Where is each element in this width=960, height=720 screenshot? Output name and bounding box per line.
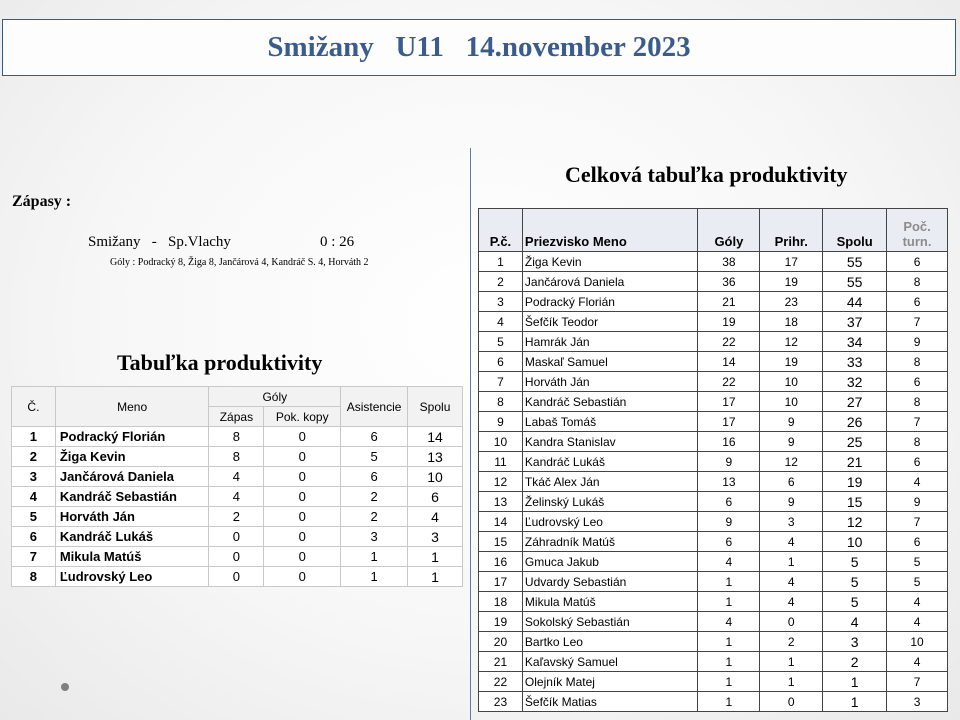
cell-spolu: 5 [823,552,887,572]
cell-name: Kaľavský Samuel [522,652,698,672]
table-row [479,672,948,692]
cell-goly: 1 [698,572,760,592]
table-row [479,532,948,552]
table-row [479,272,948,292]
cell-spolu: 55 [823,252,887,272]
cell-name: Udvardy Sebastián [522,572,698,592]
header-spolu: Spolu [823,209,887,252]
cell-spolu: 21 [823,452,887,472]
cell-rank: 1 [479,252,523,272]
table-row [479,372,948,392]
title-box [2,19,956,76]
table-row [12,547,463,567]
table-row [12,447,463,467]
cell-spolu: 32 [823,372,887,392]
cell-poc-turn: 10 [887,632,948,652]
cell-poc-turn: 8 [887,392,948,412]
cell-spolu: 34 [823,332,887,352]
table-row [479,592,948,612]
cell-prihr: 19 [760,352,823,372]
cell-poc-turn: 6 [887,252,948,272]
cell-poc-turn: 5 [887,552,948,572]
cell-prihr: 6 [760,472,823,492]
cell-poc-turn: 8 [887,272,948,292]
header-asistencie: Asistencie [341,387,408,427]
cell-poc-turn: 6 [887,452,948,472]
cell-goly: 14 [698,352,760,372]
cell-prihr: 19 [760,272,823,292]
table-row [479,452,948,472]
cell-name: Ľudrovský Leo [522,512,698,532]
cell-rank: 4 [12,487,56,507]
cell-pok-kopy: 0 [264,487,341,507]
productivity-table [11,386,463,587]
cell-name: Mikula Matúš [55,547,209,567]
table-row [12,507,463,527]
cell-poc-turn: 8 [887,432,948,452]
cell-poc-turn: 4 [887,592,948,612]
cell-goly: 22 [698,332,760,352]
cell-spolu: 55 [823,272,887,292]
cell-goly: 36 [698,272,760,292]
table-row [12,527,463,547]
cell-asistencie: 3 [341,527,408,547]
page-title: Smižany U11 14.november 2023 [267,31,691,63]
cell-zapas: 8 [209,447,264,467]
total-table-title: Celková tabuľka produktivity [565,162,848,187]
cell-prihr: 12 [760,332,823,352]
cell-goly: 1 [698,692,760,712]
cell-rank: 5 [12,507,56,527]
cell-rank: 8 [12,567,56,587]
cell-goly: 4 [698,612,760,632]
cell-prihr: 18 [760,312,823,332]
cell-rank: 2 [479,272,523,292]
cell-pok-kopy: 0 [264,447,341,467]
cell-prihr: 0 [760,692,823,712]
table-row [12,427,463,447]
header-pc: P.č. [479,209,523,252]
header-meno: Meno [55,387,209,427]
match-score: 0 : 26 [320,234,355,250]
cell-asistencie: 2 [341,507,408,527]
header-c: Č. [12,387,56,427]
cell-rank: 21 [479,652,523,672]
cell-goly: 21 [698,292,760,312]
table-row [479,692,948,712]
cell-spolu: 3 [823,632,887,652]
cell-poc-turn: 7 [887,672,948,692]
cell-zapas: 0 [209,527,264,547]
cell-zapas: 0 [209,567,264,587]
cell-goly: 38 [698,252,760,272]
cell-poc-turn: 9 [887,492,948,512]
cell-goly: 19 [698,312,760,332]
cell-poc-turn: 7 [887,312,948,332]
cell-goly: 9 [698,452,760,472]
cell-spolu: 12 [823,512,887,532]
cell-prihr: 12 [760,452,823,472]
cell-name: Labaš Tomáš [522,412,698,432]
cell-rank: 14 [479,512,523,532]
cell-goly: 9 [698,512,760,532]
cell-rank: 19 [479,612,523,632]
cell-spolu: 26 [823,412,887,432]
cell-rank: 20 [479,632,523,652]
cell-poc-turn: 8 [887,352,948,372]
cell-spolu: 4 [408,507,463,527]
cell-poc-turn: 4 [887,652,948,672]
cell-spolu: 33 [823,352,887,372]
cell-goly: 17 [698,392,760,412]
cell-goly: 6 [698,492,760,512]
table-row [12,487,463,507]
cell-spolu: 10 [823,532,887,552]
cell-rank: 6 [12,527,56,547]
cell-prihr: 1 [760,672,823,692]
match-goals: Góly : Podracký 8, Žiga 8, Jančárová 4, Kandráč S. 4, Horváth 2 [110,257,369,268]
cell-goly: 4 [698,552,760,572]
cell-rank: 11 [479,452,523,472]
cell-poc-turn: 9 [887,332,948,352]
cell-prihr: 4 [760,592,823,612]
cell-name: Sokolský Sebastián [522,612,698,632]
cell-rank: 18 [479,592,523,612]
header-prihr: Prihr. [760,209,823,252]
cell-rank: 4 [479,312,523,332]
table-row [479,312,948,332]
bullet-dot [61,683,69,691]
cell-prihr: 1 [760,552,823,572]
cell-pok-kopy: 0 [264,527,341,547]
table-row [479,252,948,272]
table-row [479,352,948,372]
cell-asistencie: 5 [341,447,408,467]
header-spolu: Spolu [408,387,463,427]
cell-spolu: 44 [823,292,887,312]
table-row [479,612,948,632]
cell-asistencie: 6 [341,467,408,487]
cell-prihr: 9 [760,412,823,432]
cell-name: Jančárová Daniela [55,467,209,487]
cell-name: Kandráč Lukáš [55,527,209,547]
cell-zapas: 4 [209,467,264,487]
cell-spolu: 3 [408,527,463,547]
cell-rank: 9 [479,412,523,432]
cell-spolu: 25 [823,432,887,452]
cell-name: Kandráč Sebastián [522,392,698,412]
cell-spolu: 5 [823,572,887,592]
table-row [479,512,948,532]
cell-rank: 12 [479,472,523,492]
cell-goly: 1 [698,632,760,652]
cell-rank: 7 [12,547,56,567]
cell-rank: 10 [479,432,523,452]
cell-rank: 1 [12,427,56,447]
cell-prihr: 9 [760,432,823,452]
zapasy-label: Zápasy : [12,193,72,210]
cell-poc-turn: 5 [887,572,948,592]
cell-spolu: 37 [823,312,887,332]
cell-name: Bartko Leo [522,632,698,652]
cell-spolu: 1 [823,692,887,712]
cell-poc-turn: 7 [887,512,948,532]
header-pok-kopy: Pok. kopy [264,407,341,427]
cell-poc-turn: 6 [887,532,948,552]
cell-rank: 16 [479,552,523,572]
cell-goly: 22 [698,372,760,392]
cell-poc-turn: 3 [887,692,948,712]
cell-spolu: 10 [408,467,463,487]
cell-name: Šefčík Teodor [522,312,698,332]
cell-spolu: 6 [408,487,463,507]
cell-spolu: 15 [823,492,887,512]
cell-prihr: 10 [760,392,823,412]
vertical-divider [470,148,471,720]
cell-rank: 3 [479,292,523,312]
cell-rank: 6 [479,352,523,372]
cell-goly: 1 [698,592,760,612]
cell-prihr: 0 [760,612,823,632]
table-row [479,492,948,512]
cell-spolu: 27 [823,392,887,412]
cell-pok-kopy: 0 [264,547,341,567]
cell-prihr: 1 [760,652,823,672]
cell-name: Podracký Florián [55,427,209,447]
cell-poc-turn: 6 [887,372,948,392]
cell-spolu: 5 [823,592,887,612]
cell-prihr: 23 [760,292,823,312]
cell-name: Šefčík Matias [522,692,698,712]
cell-name: Horváth Ján [55,507,209,527]
cell-name: Žiga Kevin [522,252,698,272]
cell-name: Hamrák Ján [522,332,698,352]
cell-rank: 2 [12,447,56,467]
cell-rank: 3 [12,467,56,487]
cell-name: Žiga Kevin [55,447,209,467]
cell-zapas: 0 [209,547,264,567]
cell-spolu: 2 [823,652,887,672]
cell-spolu: 1 [408,547,463,567]
cell-zapas: 4 [209,487,264,507]
cell-name: Záhradník Matúš [522,532,698,552]
cell-rank: 5 [479,332,523,352]
table-row [479,652,948,672]
cell-spolu: 19 [823,472,887,492]
cell-prihr: 2 [760,632,823,652]
cell-goly: 1 [698,652,760,672]
cell-prihr: 4 [760,532,823,552]
table-row [479,412,948,432]
cell-name: Maskaľ Samuel [522,352,698,372]
cell-zapas: 8 [209,427,264,447]
cell-rank: 17 [479,572,523,592]
cell-asistencie: 1 [341,547,408,567]
table-row [479,432,948,452]
header-goly: Góly [209,387,341,407]
cell-prihr: 17 [760,252,823,272]
cell-prihr: 10 [760,372,823,392]
table-row [479,572,948,592]
cell-poc-turn: 7 [887,412,948,432]
cell-goly: 13 [698,472,760,492]
cell-spolu: 13 [408,447,463,467]
match-teams: Smižany - Sp.Vlachy [88,234,231,250]
cell-asistencie: 2 [341,487,408,507]
cell-rank: 22 [479,672,523,692]
cell-pok-kopy: 0 [264,567,341,587]
cell-rank: 8 [479,392,523,412]
cell-spolu: 1 [408,567,463,587]
cell-poc-turn: 4 [887,472,948,492]
cell-zapas: 2 [209,507,264,527]
table-row [479,332,948,352]
table-row [479,292,948,312]
cell-name: Gmuca Jakub [522,552,698,572]
cell-prihr: 4 [760,572,823,592]
header-poc-turn: Poč. turn. [887,209,948,252]
cell-rank: 7 [479,372,523,392]
cell-name: Kandráč Lukáš [522,452,698,472]
cell-name: Olejník Matej [522,672,698,692]
cell-name: Želinský Lukáš [522,492,698,512]
table-row [12,467,463,487]
total-productivity-table [478,208,948,712]
cell-rank: 13 [479,492,523,512]
cell-asistencie: 6 [341,427,408,447]
cell-name: Tkáč Alex Ján [522,472,698,492]
table-row [479,552,948,572]
cell-goly: 1 [698,672,760,692]
productivity-table-title: Tabuľka produktivity [117,350,323,375]
table-row [12,567,463,587]
cell-poc-turn: 6 [887,292,948,312]
cell-spolu: 4 [823,612,887,632]
header-goly: Góly [698,209,760,252]
cell-spolu: 14 [408,427,463,447]
cell-name: Kandráč Sebastián [55,487,209,507]
cell-name: Horváth Ján [522,372,698,392]
cell-pok-kopy: 0 [264,427,341,447]
cell-rank: 23 [479,692,523,712]
cell-spolu: 1 [823,672,887,692]
cell-goly: 17 [698,412,760,432]
cell-pok-kopy: 0 [264,507,341,527]
cell-name: Jančárová Daniela [522,272,698,292]
cell-asistencie: 1 [341,567,408,587]
cell-prihr: 9 [760,492,823,512]
cell-poc-turn: 4 [887,612,948,632]
cell-name: Kandra Stanislav [522,432,698,452]
cell-goly: 16 [698,432,760,452]
cell-name: Mikula Matúš [522,592,698,612]
cell-goly: 6 [698,532,760,552]
table-row [479,472,948,492]
header-priezvisko-meno: Priezvisko Meno [522,209,698,252]
cell-pok-kopy: 0 [264,467,341,487]
cell-name: Podracký Florián [522,292,698,312]
table-row [479,632,948,652]
header-zapas: Zápas [209,407,264,427]
table-row [479,392,948,412]
cell-name: Ľudrovský Leo [55,567,209,587]
cell-prihr: 3 [760,512,823,532]
cell-rank: 15 [479,532,523,552]
